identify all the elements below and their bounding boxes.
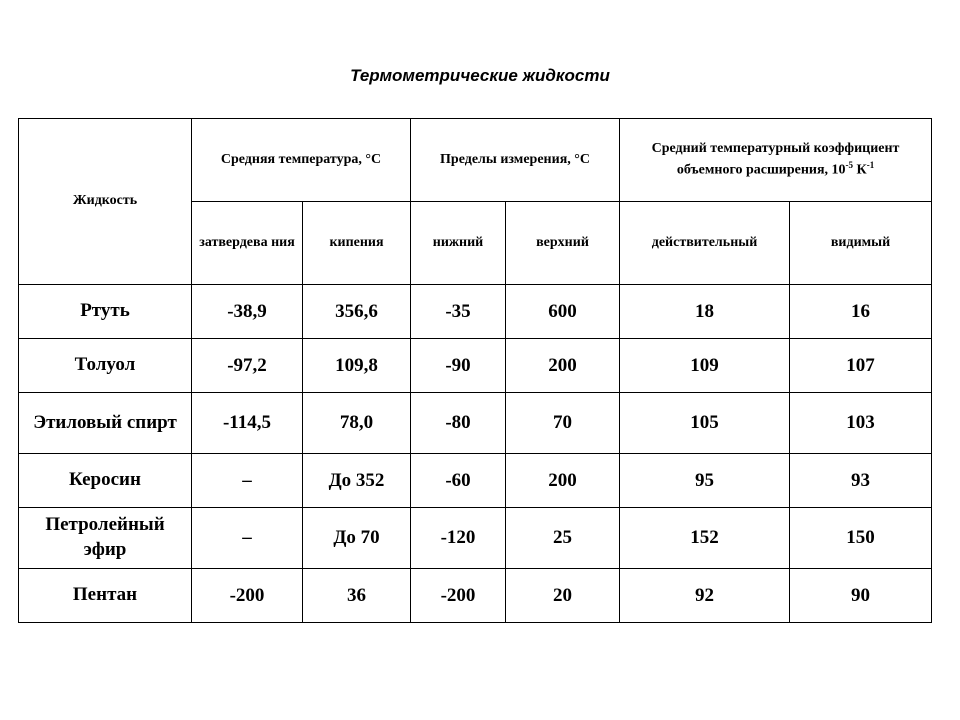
cell-actual: 105	[620, 393, 790, 454]
cell-actual: 109	[620, 339, 790, 393]
cell-actual: 92	[620, 569, 790, 623]
subheader-high: верхний	[506, 202, 620, 285]
cell-visible: 90	[790, 569, 932, 623]
cell-actual: 152	[620, 508, 790, 569]
header-coefficient-exp1: -5	[845, 160, 854, 171]
cell-name: Толуол	[19, 339, 192, 393]
cell-high: 20	[506, 569, 620, 623]
cell-high: 200	[506, 454, 620, 508]
table-row	[19, 508, 932, 569]
cell-low: -80	[411, 393, 506, 454]
cell-actual: 95	[620, 454, 790, 508]
header-limits: Пределы измерения, °C	[411, 119, 620, 202]
cell-low: -60	[411, 454, 506, 508]
cell-freeze: -97,2	[192, 339, 303, 393]
cell-freeze: -114,5	[192, 393, 303, 454]
cell-visible: 16	[790, 285, 932, 339]
cell-name: Пентан	[19, 569, 192, 623]
subheader-low: нижний	[411, 202, 506, 285]
subheader-boil: кипения	[303, 202, 411, 285]
subheader-visible: видимый	[790, 202, 932, 285]
cell-name: Этиловый спирт	[19, 393, 192, 454]
cell-boil: 109,8	[303, 339, 411, 393]
cell-low: -35	[411, 285, 506, 339]
cell-high: 200	[506, 339, 620, 393]
table-row	[19, 393, 932, 454]
cell-boil: 356,6	[303, 285, 411, 339]
table-title: Термометрические жидкости	[350, 66, 610, 85]
cell-name: Ртуть	[19, 285, 192, 339]
table-row	[19, 569, 932, 623]
header-coefficient	[620, 119, 932, 202]
cell-name: Керосин	[19, 454, 192, 508]
header-row-top	[19, 119, 932, 202]
cell-low: -90	[411, 339, 506, 393]
liquids-table	[18, 118, 932, 623]
cell-visible: 150	[790, 508, 932, 569]
cell-freeze: –	[192, 454, 303, 508]
cell-high: 600	[506, 285, 620, 339]
cell-freeze: –	[192, 508, 303, 569]
cell-visible: 103	[790, 393, 932, 454]
cell-freeze: -38,9	[192, 285, 303, 339]
cell-boil: 78,0	[303, 393, 411, 454]
header-coefficient-unit: К	[853, 162, 867, 178]
subheader-freeze: затвердева ния	[192, 202, 303, 285]
subheader-actual: действительный	[620, 202, 790, 285]
cell-high: 25	[506, 508, 620, 569]
table-row	[19, 285, 932, 339]
cell-low: -200	[411, 569, 506, 623]
table-row	[19, 339, 932, 393]
cell-visible: 93	[790, 454, 932, 508]
cell-low: -120	[411, 508, 506, 569]
cell-name: Петролейный эфир	[19, 508, 192, 569]
header-liquid: Жидкость	[19, 119, 192, 285]
cell-visible: 107	[790, 339, 932, 393]
table-row	[19, 454, 932, 508]
cell-boil: 36	[303, 569, 411, 623]
header-coefficient-text: Средний температурный коэффициент объемного расширения, 10	[651, 140, 900, 178]
header-avg-temp: Средняя температура, °C	[192, 119, 411, 202]
header-coefficient-exp2: -1	[866, 160, 875, 171]
cell-boil: До 352	[303, 454, 411, 508]
cell-actual: 18	[620, 285, 790, 339]
cell-boil: До 70	[303, 508, 411, 569]
cell-high: 70	[506, 393, 620, 454]
cell-freeze: -200	[192, 569, 303, 623]
